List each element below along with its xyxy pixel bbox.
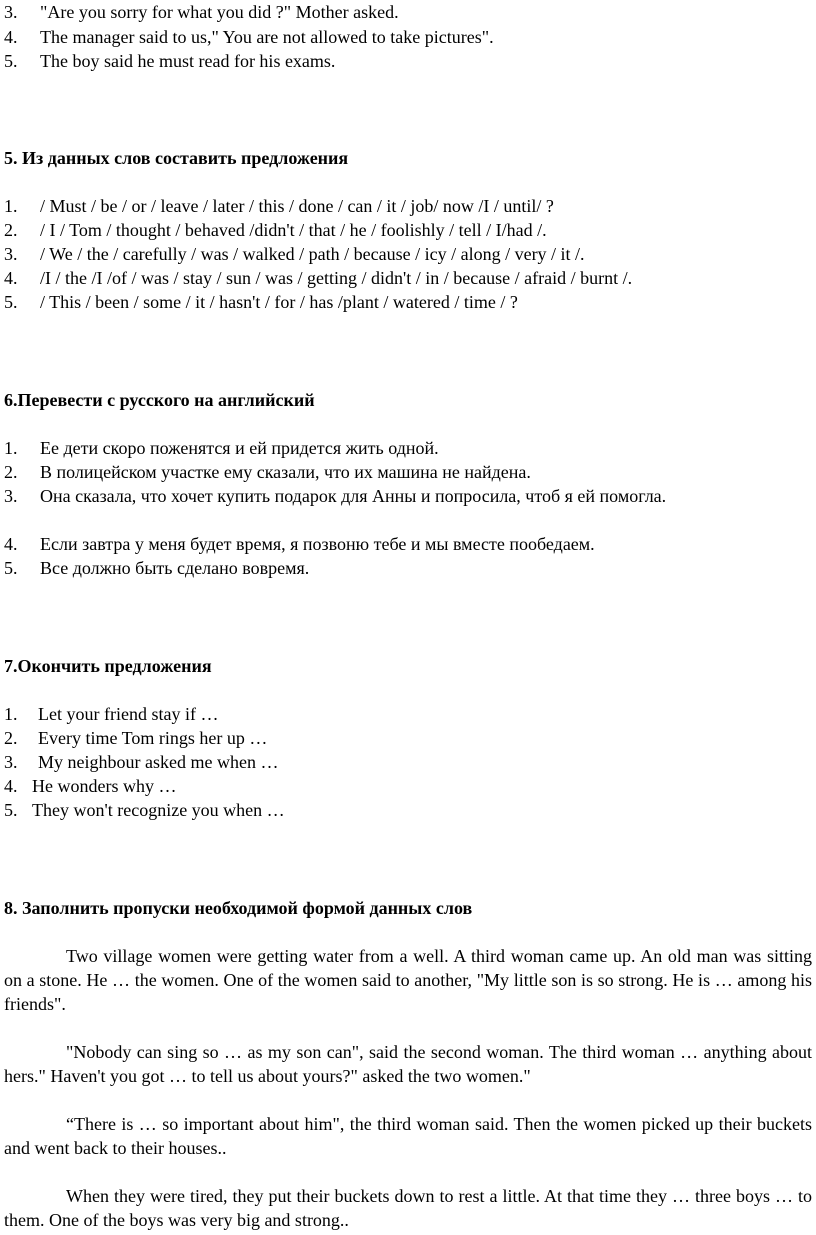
list-item-number: 2. <box>4 728 18 748</box>
paragraph: “There is … so important about him", the third woman said. Then the women picked up their buckets and went back to their houses.. <box>4 1114 812 1158</box>
list-item-text: Она сказала, что хочет купить подарок для Анны и попросила, чтоб я ей помогла. <box>40 486 667 506</box>
list-item-text: My neighbour asked me when … <box>38 752 279 772</box>
list-item-text: Every time Tom rings her up … <box>38 728 268 748</box>
list-item-number: 3. <box>4 244 18 264</box>
section-8-heading: 8. Заполнить пропуски необходимой формой данных слов <box>4 898 473 918</box>
list-item-text: Все должно быть сделано вовремя. <box>40 558 310 578</box>
section-6-heading: 6.Перевести с русского на английский <box>4 390 315 410</box>
list-item-number: 2. <box>4 462 18 482</box>
list-item-text: / I / Tom / thought / behaved /didn't / that / he / foolishly / tell / I/had /. <box>40 220 547 240</box>
list-item-text: / We / the / carefully / was / walked / path / because / icy / along / very / it /. <box>40 244 585 264</box>
paragraph: Two village women were getting water from a well. A third woman came up. An old man was sitting on a stone. He … the women. One of the women said to another, "My little son is so strong. He is … among his friends". <box>4 946 812 1014</box>
list-item-text: В полицейском участке ему сказали, что их машина не найдена. <box>40 462 531 482</box>
list-item-text: The boy said he must read for his exams. <box>40 51 336 71</box>
list-item-text: Let your friend stay if … <box>38 704 219 724</box>
list-item-number: 3. <box>4 486 18 506</box>
list-item-number: 5. <box>4 558 18 578</box>
list-item-number: 1. <box>4 704 18 724</box>
paragraph: When they were tired, they put their buckets down to rest a little. At that time they … three boys … to them. One of the boys was very big and strong.. <box>4 1186 812 1230</box>
list-item-text: The manager said to us," You are not allowed to take pictures". <box>40 27 494 47</box>
list-item-number: 4. <box>4 27 18 47</box>
list-item-text: Ее дети скоро поженятся и ей придется жить одной. <box>40 438 439 458</box>
list-item-number: 4. <box>4 776 18 796</box>
list-item-text: / Must / be / or / leave / later / this / done / can / it / job/ now /I / until/ ? <box>40 196 554 216</box>
list-item-number: 1. <box>4 438 18 458</box>
list-item-number: 1. <box>4 196 18 216</box>
section-5-heading: 5. Из данных слов составить предложения <box>4 148 349 168</box>
list-item-number: 5. <box>4 800 18 820</box>
list-item-number: 2. <box>4 220 18 240</box>
list-item-text: "Are you sorry for what you did ?" Mother asked. <box>40 2 399 22</box>
section-7-heading: 7.Окончить предложения <box>4 656 212 676</box>
list-item-text: He wonders why … <box>32 776 177 796</box>
list-item-number: 4. <box>4 268 18 288</box>
list-item-number: 3. <box>4 752 18 772</box>
list-item-number: 4. <box>4 534 18 554</box>
list-item-number: 5. <box>4 51 18 71</box>
paragraph: "Nobody can sing so … as my son can", said the second woman. The third woman … anything about hers." Haven't you got … to tell us about yours?" asked the two women." <box>4 1042 812 1086</box>
list-item-text: They won't recognize you when … <box>32 800 285 820</box>
list-item-number: 5. <box>4 292 18 312</box>
list-item-text: /I / the /I /of / was / stay / sun / was / getting / didn't / in / because / afraid / burnt /. <box>40 268 633 288</box>
list-item-text: / This / been / some / it / hasn't / for / has /plant / watered / time / ? <box>40 292 518 312</box>
list-item-number: 3. <box>4 2 18 22</box>
list-item-text: Если завтра у меня будет время, я позвоню тебе и мы вместе пообедаем. <box>40 534 595 554</box>
